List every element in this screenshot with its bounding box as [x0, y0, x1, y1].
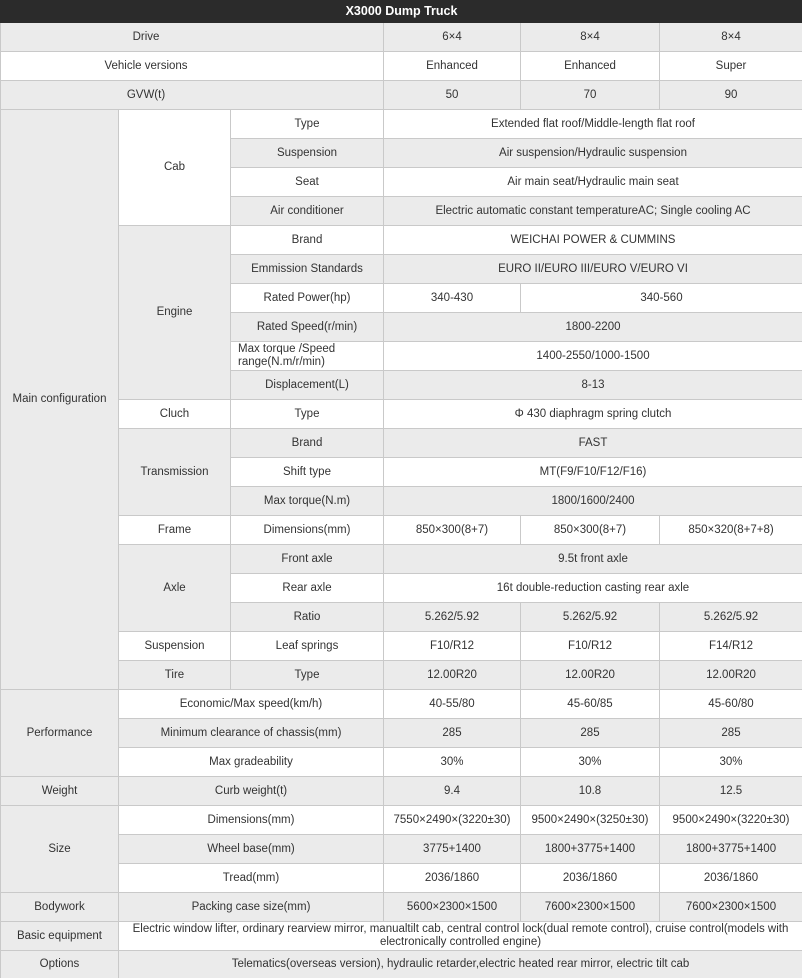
attribute-cell: Air conditioner [231, 197, 384, 226]
value-cell: 285 [384, 719, 521, 748]
table-row [1, 719, 802, 748]
value-cell: 40-55/80 [384, 690, 521, 719]
table-row [1, 922, 802, 951]
value-cell: 70 [521, 81, 660, 110]
value-cell: 1800-2200 [384, 313, 802, 342]
table-row [1, 52, 802, 81]
category-cell: Axle [119, 545, 231, 632]
section-label-cell: Basic equipment [1, 922, 119, 951]
value-cell: FAST [384, 429, 802, 458]
value-cell: 9.4 [384, 777, 521, 806]
value-cell: 7600×2300×1500 [521, 893, 660, 922]
value-cell: Φ 430 diaphragm spring clutch [384, 400, 802, 429]
value-cell: 850×300(8+7) [521, 516, 660, 545]
attribute-cell: Rear axle [231, 574, 384, 603]
table-row [1, 400, 802, 429]
value-cell: 8-13 [384, 371, 802, 400]
attribute-cell: Type [231, 110, 384, 139]
value-cell: Electric window lifter, ordinary rearview mirror, manualtilt cab, central control lock(dual remote control), cruise control(models with electronically controlled engine) [119, 922, 802, 951]
attribute-cell: Economic/Max speed(km/h) [119, 690, 384, 719]
attribute-cell: Brand [231, 429, 384, 458]
table-row [1, 226, 802, 255]
attribute-cell: Max torque(N.m) [231, 487, 384, 516]
value-cell: 6×4 [384, 23, 521, 52]
category-cell: Tire [119, 661, 231, 690]
attribute-cell: Seat [231, 168, 384, 197]
value-cell: 12.00R20 [384, 661, 521, 690]
attribute-cell: Emmission Standards [231, 255, 384, 284]
value-cell: 90 [660, 81, 802, 110]
table-row [1, 661, 802, 690]
value-cell: MT(F9/F10/F12/F16) [384, 458, 802, 487]
category-cell: Engine [119, 226, 231, 400]
attribute-cell: Rated Speed(r/min) [231, 313, 384, 342]
value-cell: 30% [384, 748, 521, 777]
value-cell: Air main seat/Hydraulic main seat [384, 168, 802, 197]
section-label-cell: Options [1, 951, 119, 978]
attribute-cell: GVW(t) [1, 81, 384, 110]
value-cell: 9500×2490×(3250±30) [521, 806, 660, 835]
value-cell: 2036/1860 [660, 864, 802, 893]
attribute-cell: Wheel base(mm) [119, 835, 384, 864]
table-row [1, 951, 802, 978]
value-cell: 9.5t front axle [384, 545, 802, 574]
category-cell: Suspension [119, 632, 231, 661]
value-cell: 1800/1600/2400 [384, 487, 802, 516]
value-cell: 12.00R20 [521, 661, 660, 690]
attribute-cell: Front axle [231, 545, 384, 574]
value-cell: F10/R12 [384, 632, 521, 661]
value-cell: WEICHAI POWER & CUMMINS [384, 226, 802, 255]
value-cell: Telematics(overseas version), hydraulic retarder,electric heated rear mirror, electric tilt cab [119, 951, 802, 978]
value-cell: 340-560 [521, 284, 802, 313]
value-cell: 12.5 [660, 777, 802, 806]
attribute-cell: Minimum clearance of chassis(mm) [119, 719, 384, 748]
value-cell: F14/R12 [660, 632, 802, 661]
value-cell: 16t double-reduction casting rear axle [384, 574, 802, 603]
category-cell: Transmission [119, 429, 231, 516]
table-row [1, 893, 802, 922]
attribute-cell: Vehicle versions [1, 52, 384, 81]
table-row [1, 110, 802, 139]
category-cell: Cluch [119, 400, 231, 429]
value-cell: 7550×2490×(3220±30) [384, 806, 521, 835]
attribute-cell: Brand [231, 226, 384, 255]
value-cell: 5.262/5.92 [384, 603, 521, 632]
attribute-cell: Shift type [231, 458, 384, 487]
value-cell: 45-60/85 [521, 690, 660, 719]
value-cell: 8×4 [660, 23, 802, 52]
value-cell: 5.262/5.92 [521, 603, 660, 632]
table-row [1, 777, 802, 806]
table-row [1, 1, 802, 23]
value-cell: 1800+3775+1400 [521, 835, 660, 864]
value-cell: 285 [660, 719, 802, 748]
attribute-cell: Dimensions(mm) [119, 806, 384, 835]
section-label-cell: Performance [1, 690, 119, 777]
attribute-cell: Rated Power(hp) [231, 284, 384, 313]
attribute-cell: Curb weight(t) [119, 777, 384, 806]
value-cell: Enhanced [521, 52, 660, 81]
value-cell: 5.262/5.92 [660, 603, 802, 632]
category-cell: Frame [119, 516, 231, 545]
section-label-cell: Weight [1, 777, 119, 806]
value-cell: 340-430 [384, 284, 521, 313]
section-label-cell: Bodywork [1, 893, 119, 922]
value-cell: Electric automatic constant temperatureAC; Single cooling AC [384, 197, 802, 226]
value-cell: 850×320(8+7+8) [660, 516, 802, 545]
value-cell: 9500×2490×(3220±30) [660, 806, 802, 835]
value-cell: F10/R12 [521, 632, 660, 661]
table-row [1, 690, 802, 719]
section-label-cell: Main configuration [1, 110, 119, 690]
attribute-cell: Dimensions(mm) [231, 516, 384, 545]
value-cell: Enhanced [384, 52, 521, 81]
value-cell: 12.00R20 [660, 661, 802, 690]
value-cell: EURO II/EURO III/EURO V/EURO VI [384, 255, 802, 284]
table-row [1, 516, 802, 545]
table-row [1, 632, 802, 661]
attribute-cell: Ratio [231, 603, 384, 632]
table-row [1, 806, 802, 835]
value-cell: 30% [521, 748, 660, 777]
table-row [1, 748, 802, 777]
value-cell: 8×4 [521, 23, 660, 52]
table-row [1, 81, 802, 110]
value-cell: 2036/1860 [384, 864, 521, 893]
value-cell: 45-60/80 [660, 690, 802, 719]
section-label-cell: Size [1, 806, 119, 893]
attribute-cell: Suspension [231, 139, 384, 168]
attribute-cell: Max torque /Speed range(N.m/r/min) [231, 342, 384, 371]
attribute-cell: Leaf springs [231, 632, 384, 661]
value-cell: 5600×2300×1500 [384, 893, 521, 922]
attribute-cell: Type [231, 661, 384, 690]
value-cell: 30% [660, 748, 802, 777]
value-cell: 1400-2550/1000-1500 [384, 342, 802, 371]
table-row [1, 545, 802, 574]
attribute-cell: Type [231, 400, 384, 429]
table-row [1, 835, 802, 864]
value-cell: Extended flat roof/Middle-length flat roof [384, 110, 802, 139]
category-cell: Cab [119, 110, 231, 226]
value-cell: 7600×2300×1500 [660, 893, 802, 922]
table-row [1, 429, 802, 458]
value-cell: 1800+3775+1400 [660, 835, 802, 864]
attribute-cell: Max gradeability [119, 748, 384, 777]
value-cell: 850×300(8+7) [384, 516, 521, 545]
value-cell: 285 [521, 719, 660, 748]
value-cell: 10.8 [521, 777, 660, 806]
value-cell: Super [660, 52, 802, 81]
attribute-cell: Tread(mm) [119, 864, 384, 893]
table-row [1, 864, 802, 893]
attribute-cell: Packing case size(mm) [119, 893, 384, 922]
value-cell: Air suspension/Hydraulic suspension [384, 139, 802, 168]
table-title: X3000 Dump Truck [1, 1, 802, 23]
attribute-cell: Displacement(L) [231, 371, 384, 400]
value-cell: 50 [384, 81, 521, 110]
spec-table-body [1, 1, 802, 978]
value-cell: 2036/1860 [521, 864, 660, 893]
table-row [1, 23, 802, 52]
value-cell: 3775+1400 [384, 835, 521, 864]
attribute-cell: Drive [1, 23, 384, 52]
